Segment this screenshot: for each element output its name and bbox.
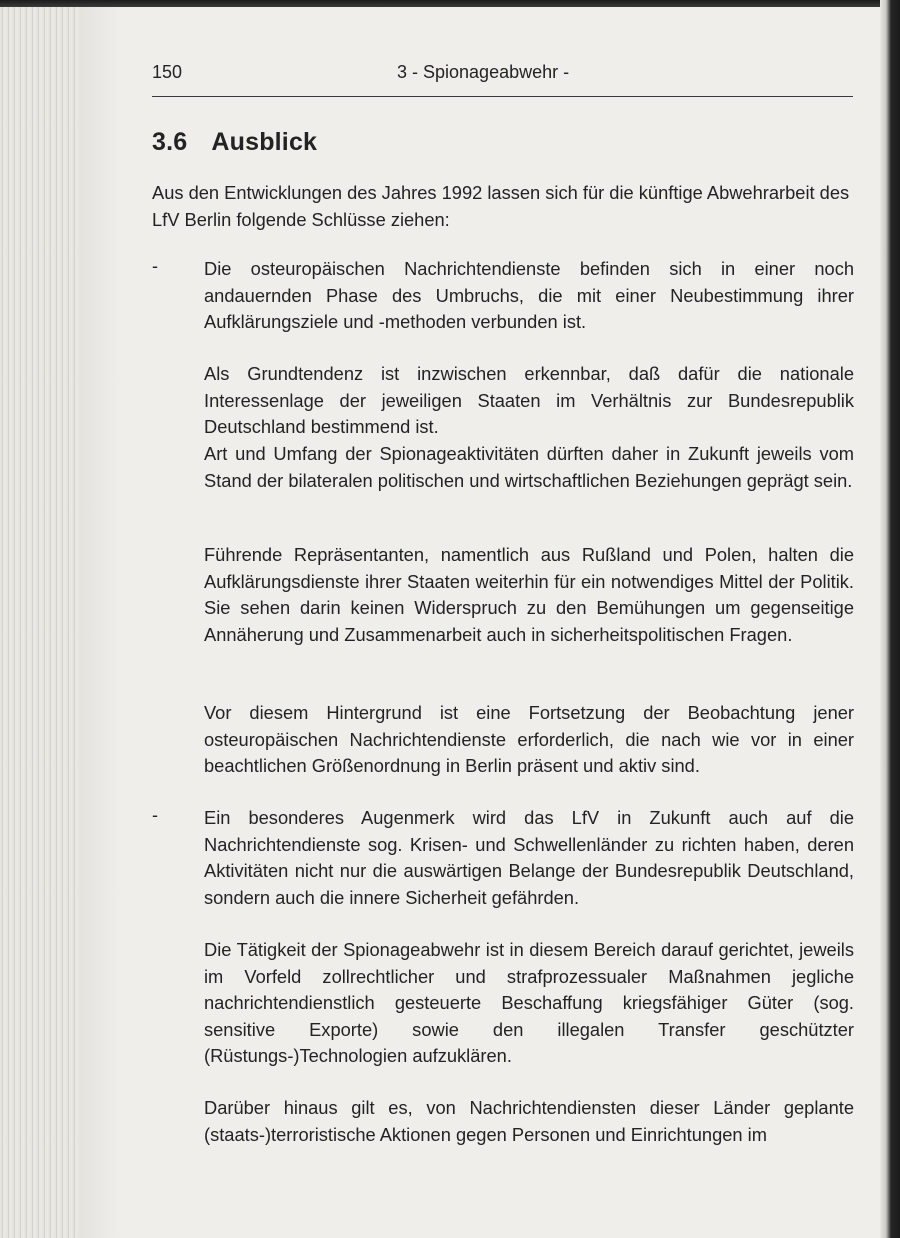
body-paragraph: Die osteuropäischen Nachrichtendienste befinden sich in einer noch andauernden Phase des Umbruchs, die mit einer Neubestimmung ihrer Aufklärungsziele und -methoden verbunden ist. (204, 258, 854, 333)
scan-right-edge (880, 0, 900, 1238)
bullet-dash: - (152, 805, 158, 825)
section-number: 3.6 (152, 128, 188, 156)
page-shadow (80, 7, 120, 1238)
running-title: 3 - Spionageabwehr - (397, 62, 570, 82)
scan-top-edge (0, 0, 900, 7)
bullet-dash: - (152, 256, 158, 276)
page-stack-edge (0, 7, 80, 1238)
header-rule (152, 96, 853, 97)
page-number: 150 (152, 62, 183, 82)
intro-paragraph: Aus den Entwicklungen des Jahres 1992 lassen sich für die künftige Abwehrarbeit des LfV Berlin folgende Schlüsse ziehen: (152, 182, 850, 230)
body-paragraph: Führende Repräsentanten, namentlich aus Rußland und Polen, halten die Aufklärungsdienste ihrer Staaten weiterhin für ein notwendiges Mittel der Politik. Sie sehen darin keinen Widerspruch zu den Bemühungen um gegenseitige Annäherung und Zusammenarbeit auch in sicherheitspolitischen Fragen. (204, 544, 854, 645)
section-heading (152, 128, 317, 157)
section-title: Ausblick (211, 128, 318, 156)
running-header (152, 62, 852, 90)
body-paragraph: Ein besonderes Augenmerk wird das LfV in Zukunft auch auf die Nachrichtendienste sog. Krisen- und Schwellenländer zu richten haben, deren Aktivitäten nicht nur die auswärtigen Belange der Bundesrepublik Deutschland, sondern auch die innere Sicherheit gefährden. (204, 807, 854, 908)
body-paragraph: Als Grundtendenz ist inzwischen erkennbar, daß dafür die nationale Interessenlage der jeweiligen Staaten im Verhältnis zur Bundesrepublik Deutschland bestimmend ist. (204, 363, 854, 438)
body-paragraph: Art und Umfang der Spionageaktivitäten dürften daher in Zukunft jeweils vom Stand der bilateralen politischen und wirtschaftlichen Beziehungen geprägt sein. (204, 443, 854, 491)
body-paragraph: Darüber hinaus gilt es, von Nachrichtendiensten dieser Länder geplante (staats-)terroristische Aktionen gegen Personen und Einrichtungen im (204, 1097, 854, 1145)
body-paragraph: Vor diesem Hintergrund ist eine Fortsetzung der Beobachtung jener osteuropäischen Nachrichtendienste erforderlich, die nach wie vor in einer beachtlichen Größenordnung in Berlin präsent und aktiv sind. (204, 702, 854, 777)
body-paragraph: Die Tätigkeit der Spionageabwehr ist in diesem Bereich darauf gerichtet, jeweils im Vorfeld zollrechtlicher und strafprozessualer Maßnahmen jegliche nachrichtendienstlich gesteuerte Beschaffung kriegsfähiger Güter (sog. sensitive Exporte) sowie den illegalen Transfer geschützter (Rüstungs-)Technologien aufzuklären. (204, 939, 854, 1067)
